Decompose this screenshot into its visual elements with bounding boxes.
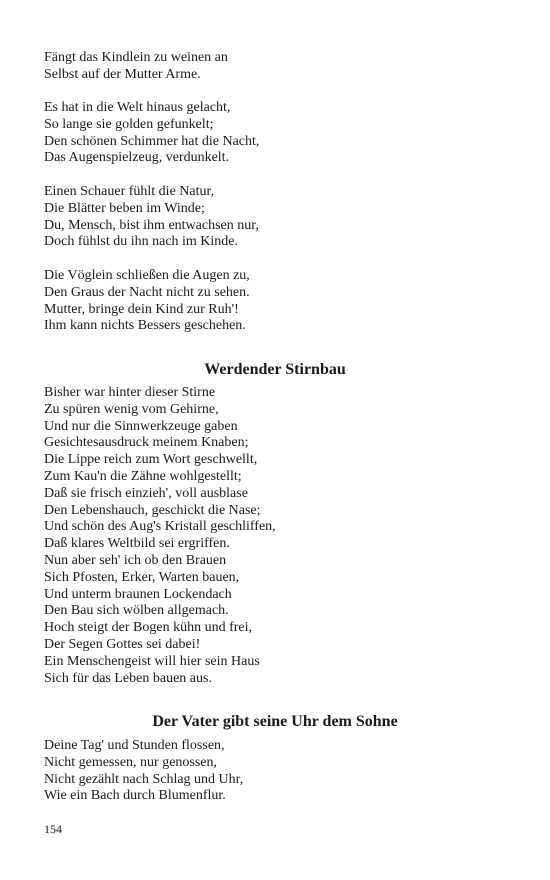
poem-line: Daß klares Weltbild sei ergriffen. <box>44 536 230 552</box>
poem-line: Den Graus der Nacht nicht zu sehen. <box>44 284 250 300</box>
poem-line: Deine Tag' und Stunden flossen, <box>44 738 225 753</box>
poem-line: Nicht gemessen, nur genossen, <box>44 754 218 770</box>
poem-line: Du, Mensch, bist ihm entwachsen nur, <box>44 217 259 233</box>
poem-line: Hoch steigt der Bogen kühn und frei, <box>44 620 253 636</box>
poem-line: Zu spüren wenig vom Gehirne, <box>44 401 219 417</box>
poem-line: Doch fühlst du ihn nach im Kinde. <box>44 234 239 250</box>
stanza-1 <box>44 50 228 84</box>
poem-line: Den Bau sich wölben allgemach. <box>44 603 229 619</box>
page-number: 154 <box>44 822 62 836</box>
poem-line: Und schön des Aug's Kristall geschliffen, <box>44 519 276 535</box>
stanza-2 <box>44 100 259 167</box>
poem-line: Nicht gezählt nach Schlag und Uhr, <box>44 771 244 787</box>
stanza-4 <box>44 268 250 335</box>
poem-line: Selbst auf der Mutter Arme. <box>44 66 201 82</box>
poem-title: Der Vater gibt seine Uhr dem Sohne <box>152 713 398 730</box>
poem-line: So lange sie golden gefunkelt; <box>44 116 214 132</box>
poem-line: Sich Pfosten, Erker, Warten bauen, <box>44 569 240 585</box>
poem-line: Und nur die Sinnwerkzeuge gaben <box>44 418 238 434</box>
poem-line: Und unterm braunen Lockendach <box>44 586 232 602</box>
poem-line: Der Segen Gottes sei dabei! <box>44 636 201 652</box>
poem-line: Daß sie frisch einzieh', voll ausblase <box>44 485 248 501</box>
poem-line: Den Lebenshauch, geschickt die Nase; <box>44 502 261 518</box>
poem-2-body <box>44 385 276 687</box>
poem-line: Ihm kann nichts Bessers geschehen. <box>44 318 246 334</box>
poem-line: Den schönen Schimmer hat die Nacht, <box>44 133 260 149</box>
poem-line: Es hat in die Welt hinaus gelacht, <box>44 100 231 115</box>
poem-line: Gesichtesausdruck meinem Knaben; <box>44 435 249 451</box>
poem-line: Nun aber seh' ich ob den Brauen <box>44 552 227 568</box>
stanza-3 <box>44 184 259 251</box>
poem-line: Mutter, bringe dein Kind zur Ruh'! <box>44 301 239 317</box>
poem-line: Wie ein Bach durch Blumenflur. <box>44 788 226 804</box>
poem-line: Die Vöglein schließen die Augen zu, <box>44 268 250 283</box>
poem-title: Werdender Stirnbau <box>204 361 346 378</box>
poem-line: Einen Schauer fühlt die Natur, <box>44 184 215 199</box>
poem-3-body <box>44 738 243 805</box>
poem-line: Das Augenspielzeug, verdunkelt. <box>44 150 230 166</box>
poem-line: Sich für das Leben bauen aus. <box>44 670 212 686</box>
poem-line: Ein Menschengeist will hier sein Haus <box>44 653 260 669</box>
poem-line: Die Blätter beben im Winde; <box>44 200 205 216</box>
poem-line: Die Lippe reich zum Wort geschwellt, <box>44 452 258 468</box>
poem-line: Fängt das Kindlein zu weinen an <box>44 50 228 65</box>
poem-line: Zum Kau'n die Zähne wohlgestellt; <box>44 468 242 484</box>
poem-line: Bisher war hinter dieser Stirne <box>44 385 216 400</box>
